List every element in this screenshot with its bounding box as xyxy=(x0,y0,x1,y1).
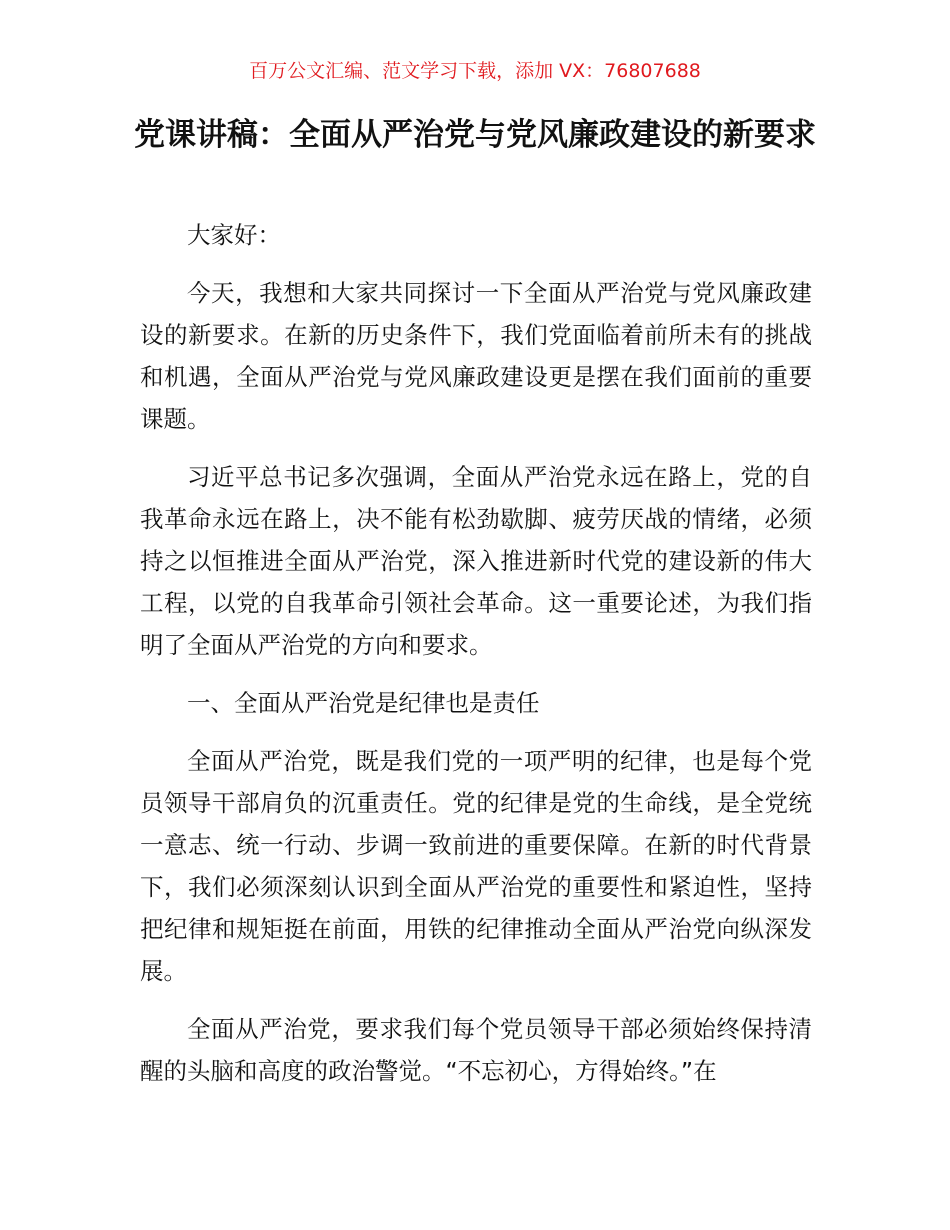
document-body xyxy=(140,214,812,1108)
section-heading: 一、全面从严治党是纪律也是责任 xyxy=(187,689,540,717)
greeting-paragraph: 大家好： xyxy=(187,221,281,249)
promo-banner: 百万公文汇编、范文学习下载，添加 VX：76807688 xyxy=(249,60,701,82)
document-title: 党课讲稿：全面从严治党与党风廉政建设的新要求 xyxy=(134,117,816,153)
body-paragraph: 习近平总书记多次强调，全面从严治党永远在路上，党的自我革命永远在路上，决不能有松劲歇脚、疲劳厌战的情绪，必须持之以恒推进全面从严治党，深入推进新时代党的建设新的伟大工程，以党的自我革命引领社会革命。这一重要论述，为我们指明了全面从严治党的方向和要求。 xyxy=(140,463,812,659)
body-paragraph: 全面从严治党，要求我们每个党员领导干部必须始终保持清醒的头脑和高度的政治警觉。“不忘初心，方得始终。”在 xyxy=(140,1015,812,1085)
body-paragraph: 全面从严治党，既是我们党的一项严明的纪律，也是每个党员领导干部肩负的沉重责任。党的纪律是党的生命线，是全党统一意志、统一行动、步调一致前进的重要保障。在新的时代背景下，我们必须深刻认识到全面从严治党的重要性和紧迫性，坚持把纪律和规矩挺在前面，用铁的纪律推动全面从严治党向纵深发展。 xyxy=(140,747,812,985)
body-paragraph: 今天，我想和大家共同探讨一下全面从严治党与党风廉政建设的新要求。在新的历史条件下，我们党面临着前所未有的挑战和机遇，全面从严治党与党风廉政建设更是摆在我们面前的重要课题。 xyxy=(140,279,812,433)
